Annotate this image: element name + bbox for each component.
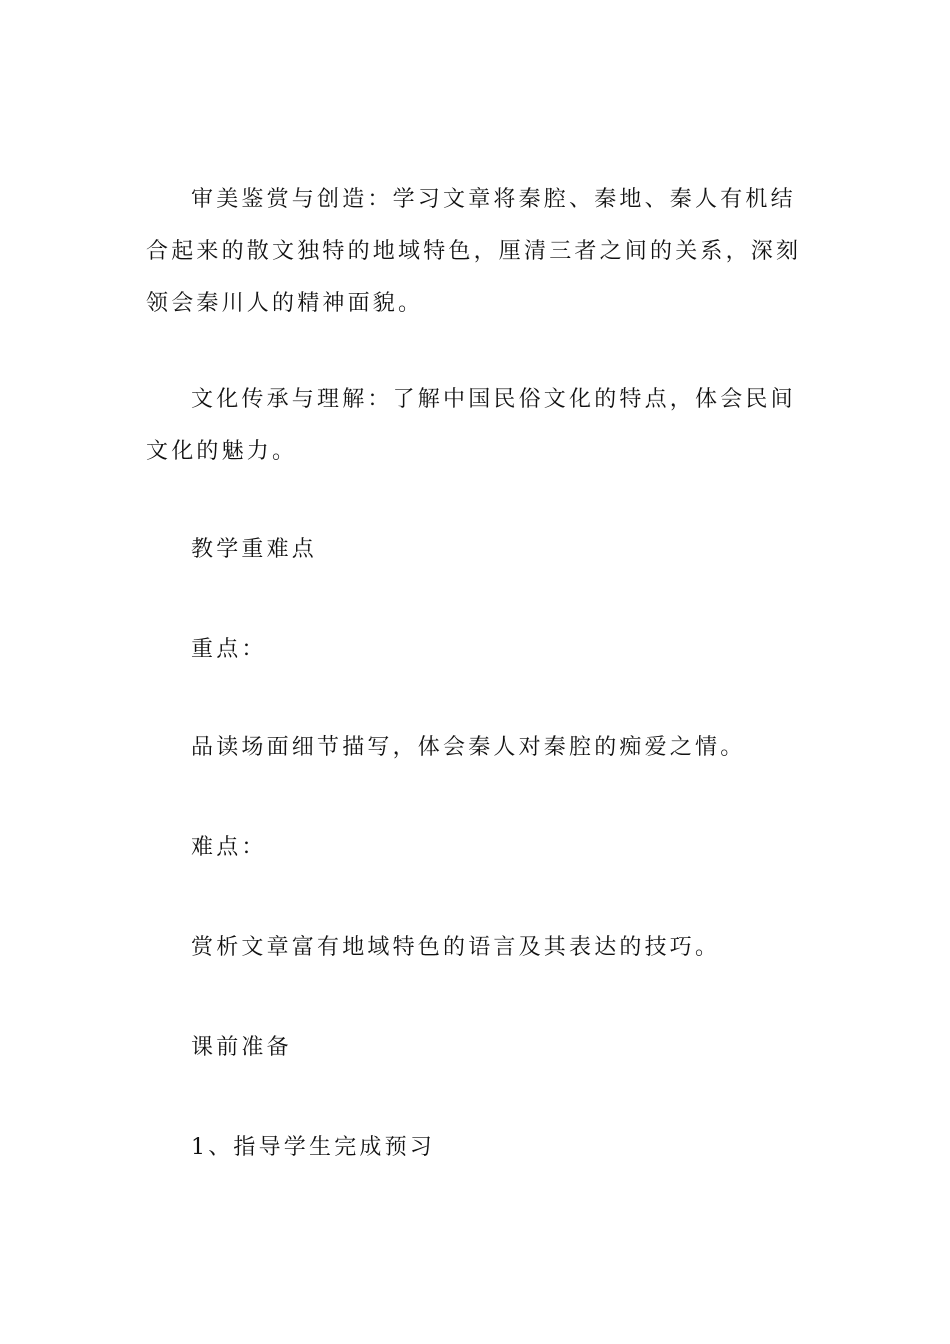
paragraph-key-point-content: 品读场面细节描写，体会秦人对秦腔的痴爱之情。 xyxy=(191,735,746,760)
label-key-point: 重点： xyxy=(191,637,267,662)
heading-teaching-key-points: 教学重难点 xyxy=(191,537,318,562)
paragraph-aesthetic-appreciation: 审美鉴赏与创造：学习文章将秦腔、秦地、秦人有机结合起来的散文独特的地域特色，厘清三者之间的关系，深刻领会秦川人的精神面貌。 xyxy=(146,187,802,316)
heading-preparation: 课前准备 xyxy=(191,1035,292,1060)
paragraph-difficult-point-content: 赏析文章富有地域特色的语言及其表达的技巧。 xyxy=(191,935,721,960)
label-difficult-point: 难点： xyxy=(191,835,267,860)
list-item-preview-guidance: 1、指导学生完成预习 xyxy=(191,1135,435,1160)
paragraph-cultural-heritage: 文化传承与理解：了解中国民俗文化的特点，体会民间文化的魅力。 xyxy=(146,387,796,464)
